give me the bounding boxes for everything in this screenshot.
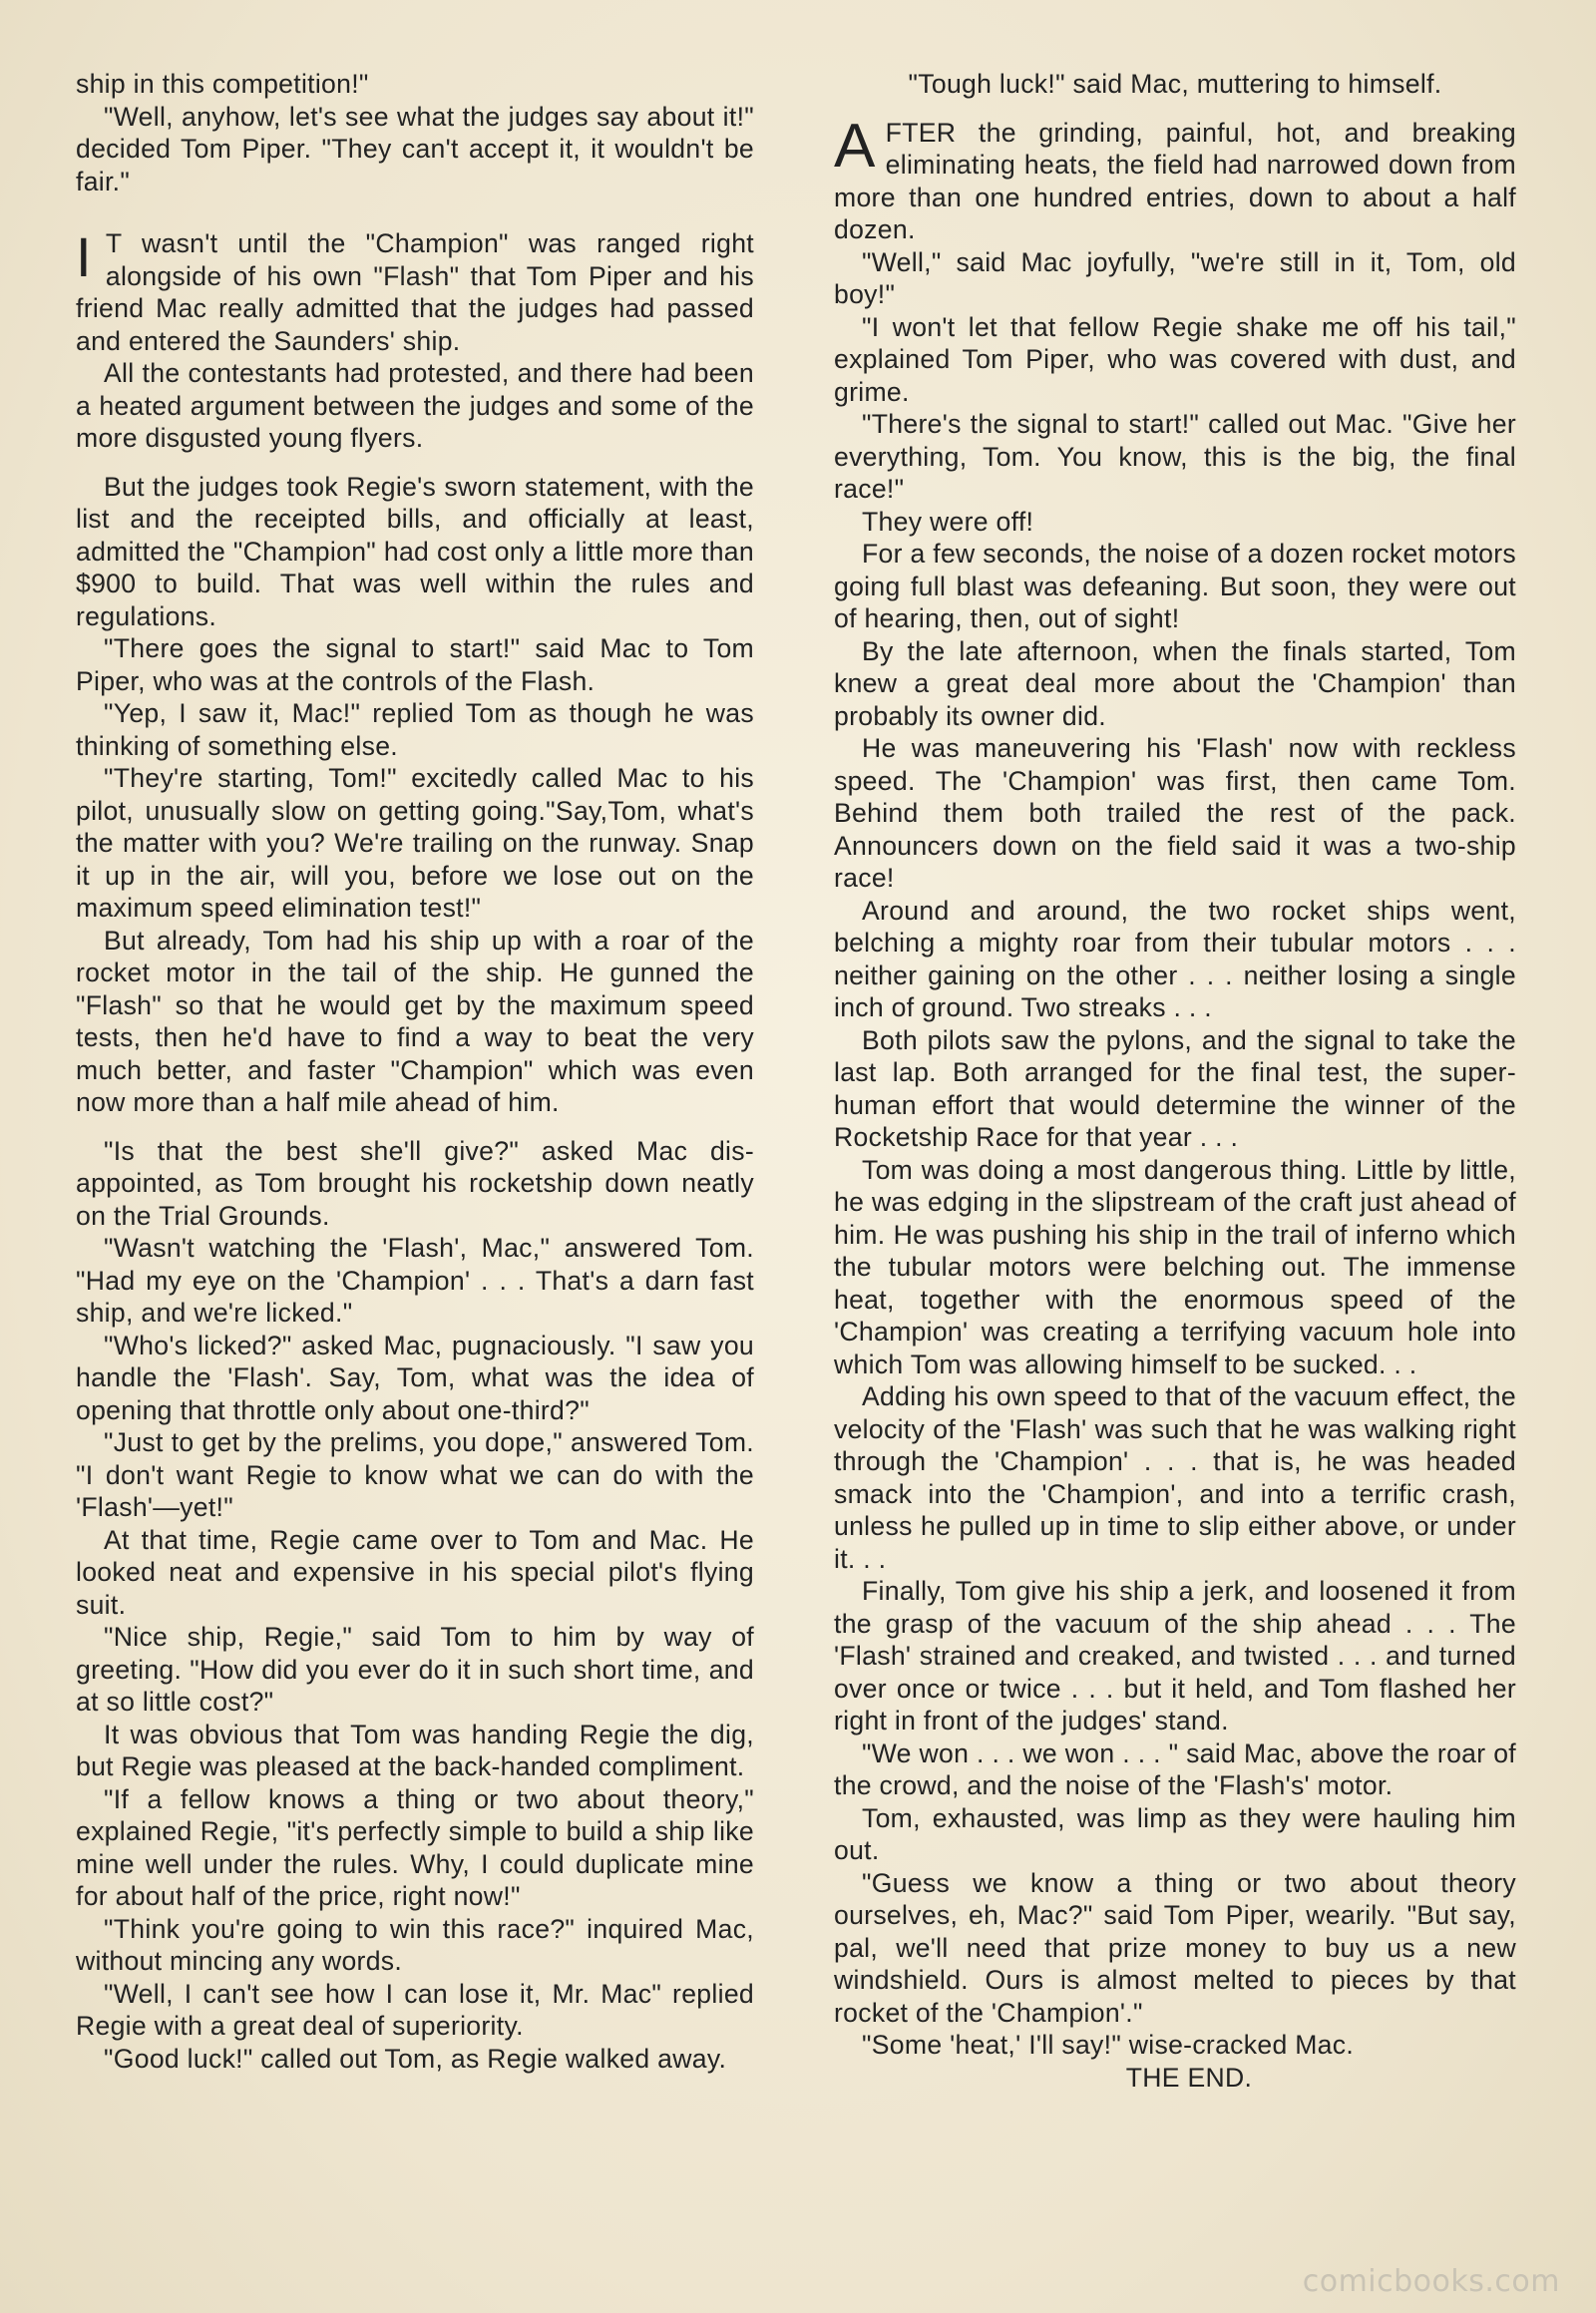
paragraph: By the late afternoon, when the finals started, Tom knew a great deal more about the 'Champion' than probably its owner did.	[834, 635, 1516, 731]
paragraph: "They're starting, Tom!" excitedly called Mac to his pilot, unusually slow on getting going."Say,Tom, what's the matter with you? We're trailing on the runway. Snap it up in the air, will you, before we lose out on the maximum speed elimination test!"	[76, 763, 754, 923]
drop-cap: I	[76, 225, 92, 288]
paragraph: "Some 'heat,' I'll say!" wise-cracked Mac.	[862, 2030, 1355, 2060]
right-text-column	[834, 68, 1516, 2094]
paragraph: Adding his own speed to that of the vacuum effect, the velocity of the 'Flash' was such that he was walking right through the 'Champion' . . . that is, he was headed smack into the 'Champion', and into a terrific crash, unless he pulled up in time to slip either above, or under it. . .	[834, 1381, 1516, 1574]
paragraph: Tom was doing a most dangerous thing. Little by little, he was edging in the slipstream of the craft just ahead of him. He was pushing his ship in the trail of inferno which the tubular motors were belching out. The immense heat, together with the enormous speed of the 'Champion' was creating a terrifying vacuum hole into which Tom was allowing himself to be sucked. . .	[834, 1154, 1516, 1379]
paragraph: He was maneuvering his 'Flash' now with reckless speed. The 'Champion' was first, then came Tom. Behind them both trailed the rest of the pack. Announcers down on the field said it was a two-ship race!	[834, 733, 1516, 893]
paragraph: "Who's licked?" asked Mac, pugnaciously. "I saw you handle the 'Flash'. Say, Tom, what was the idea of opening that throttle only about one-third?"	[76, 1330, 754, 1425]
drop-cap: A	[834, 111, 876, 181]
the-end-label: THE END.	[1125, 2062, 1253, 2093]
paragraph: "Well, I can't see how I can lose it, Mr. Mac" replied Regie with a great deal of superiority.	[76, 1978, 754, 2041]
paragraph: "There goes the signal to start!" said Mac to Tom Piper, who was at the controls of the Flash.	[76, 633, 754, 696]
paragraph-dropcap	[834, 111, 1516, 246]
paragraph: "We won . . . we won . . . " said Mac, above the roar of the crowd, and the noise of the 'Flash's' motor.	[834, 1737, 1516, 1800]
paragraph: For a few seconds, the noise of a dozen rocket motors going full blast was defeaning. But soon, they were out of hearing, then, out of sight!	[834, 539, 1516, 633]
paragraph: At that time, Regie came over to Tom and Mac. He looked neat and expensive in his special pilot's flying suit.	[76, 1524, 754, 1620]
paragraph: Both pilots saw the pylons, and the signal to take the last lap. Both arranged for the final test, the super-human effort that would determine the winner of the Rocketship Race for that year . . .	[834, 1024, 1516, 1152]
paragraph: "Wasn't watching the 'Flash', Mac," answered Tom. "Had my eye on the 'Champion' . . . That's a darn fast ship, and we're licked."	[76, 1233, 754, 1328]
paragraph: "Well," said Mac joyfully, "we're still in it, Tom, old boy!"	[834, 246, 1516, 309]
paragraph: They were off!	[862, 506, 1034, 537]
paragraph: "Is that the best she'll give?" asked Mac dis-appointed, as Tom brought his rocketship down neatly on the Trial Grounds.	[76, 1135, 754, 1231]
paragraph: All the contestants had protested, and there had been a heated argument between the judges and some of the more disgusted young flyers.	[76, 358, 754, 453]
watermark: comicbooks.com	[1302, 2264, 1560, 2299]
paragraph: Around and around, the two rocket ships went, belching a mighty roar from their tubular motors . . . neither gaining on the other . . . neither losing a single inch of ground. Two streaks . . .	[834, 895, 1516, 1022]
paragraph: ship in this competition!"	[76, 69, 369, 99]
paragraph: Tom, exhausted, was limp as they were hauling him out.	[834, 1802, 1516, 1865]
paragraph: "Just to get by the prelims, you dope," answered Tom. "I don't want Regie to know what we can do with the 'Flash'—yet!"	[76, 1427, 754, 1522]
paragraph: "Tough luck!" said Mac, muttering to himself.	[908, 69, 1442, 99]
paragraph: Finally, Tom give his ship a jerk, and loosened it from the grasp of the vacuum of the ship ahead . . . The 'Flash' strained and creaked, and twisted . . . and turned over once or twice . . . but it held, and Tom flashed her right in front of the judges' stand.	[834, 1576, 1516, 1735]
paragraph: "Think you're going to win this race?" inquired Mac, without mincing any words.	[76, 1913, 754, 1976]
paragraph: "If a fellow knows a thing or two about theory," explained Regie, "it's perfectly simple to build a ship like mine well under the rules. Why, I could duplicate mine for about half of the price, right now!"	[76, 1783, 754, 1911]
paragraph: "Good luck!" called out Tom, as Regie walked away.	[104, 2043, 727, 2074]
paragraph: "There's the signal to start!" called out Mac. "Give her everything, Tom. You know, this is the big, the final race!"	[834, 409, 1516, 504]
paragraph: "I won't let that fellow Regie shake me off his tail," explained Tom Piper, who was covered with dust, and grime.	[834, 311, 1516, 407]
paragraph: "Well, anyhow, let's see what the judges say about it!" decided Tom Piper. "They can't accept it, it wouldn't be fair."	[76, 101, 754, 196]
paragraph: "Guess we know a thing or two about theory ourselves, eh, Mac?" said Tom Piper, wearily. "But say, pal, we'll need that prize money to buy us a new windshield. Ours is almost melted to pieces by that rocket of the 'Champion'."	[834, 1867, 1516, 2028]
paragraph-dropcap	[76, 227, 754, 357]
paragraph: But already, Tom had his ship up with a roar of the rocket motor in the tail of the ship. He gunned the "Flash" so that he would get by the maximum speed tests, then he'd have to find a way to beat the very much better, and faster "Champion" which was even now more than a half mile ahead of him.	[76, 925, 754, 1117]
paragraph: But the judges took Regie's sworn statement, with the list and the receipted bills, and officially at least, admitted the "Champion" had cost only a little more than $900 to build. That was well within the rules and regulations.	[76, 471, 754, 631]
paragraph: "Nice ship, Regie," said Tom to him by way of greeting. "How did you ever do it in such short time, and at so little cost?"	[76, 1622, 754, 1717]
paragraph-text: FTER the grinding, painful, hot, and breaking eliminating heats, the field had narrowed down from more than one hundred entries, down to about a half dozen.	[834, 117, 1516, 244]
left-text-column	[76, 68, 754, 2075]
paragraph: "Yep, I saw it, Mac!" replied Tom as though he was thinking of something else.	[76, 698, 754, 761]
paragraph-text: T wasn't until the "Champion" was ranged right alongside of his own "Flash" that Tom Piper and his friend Mac really admitted that the judges had passed and entered the Saunders' ship.	[76, 228, 754, 356]
paragraph: It was obvious that Tom was handing Regie the dig, but Regie was pleased at the back-handed compliment.	[76, 1719, 754, 1781]
